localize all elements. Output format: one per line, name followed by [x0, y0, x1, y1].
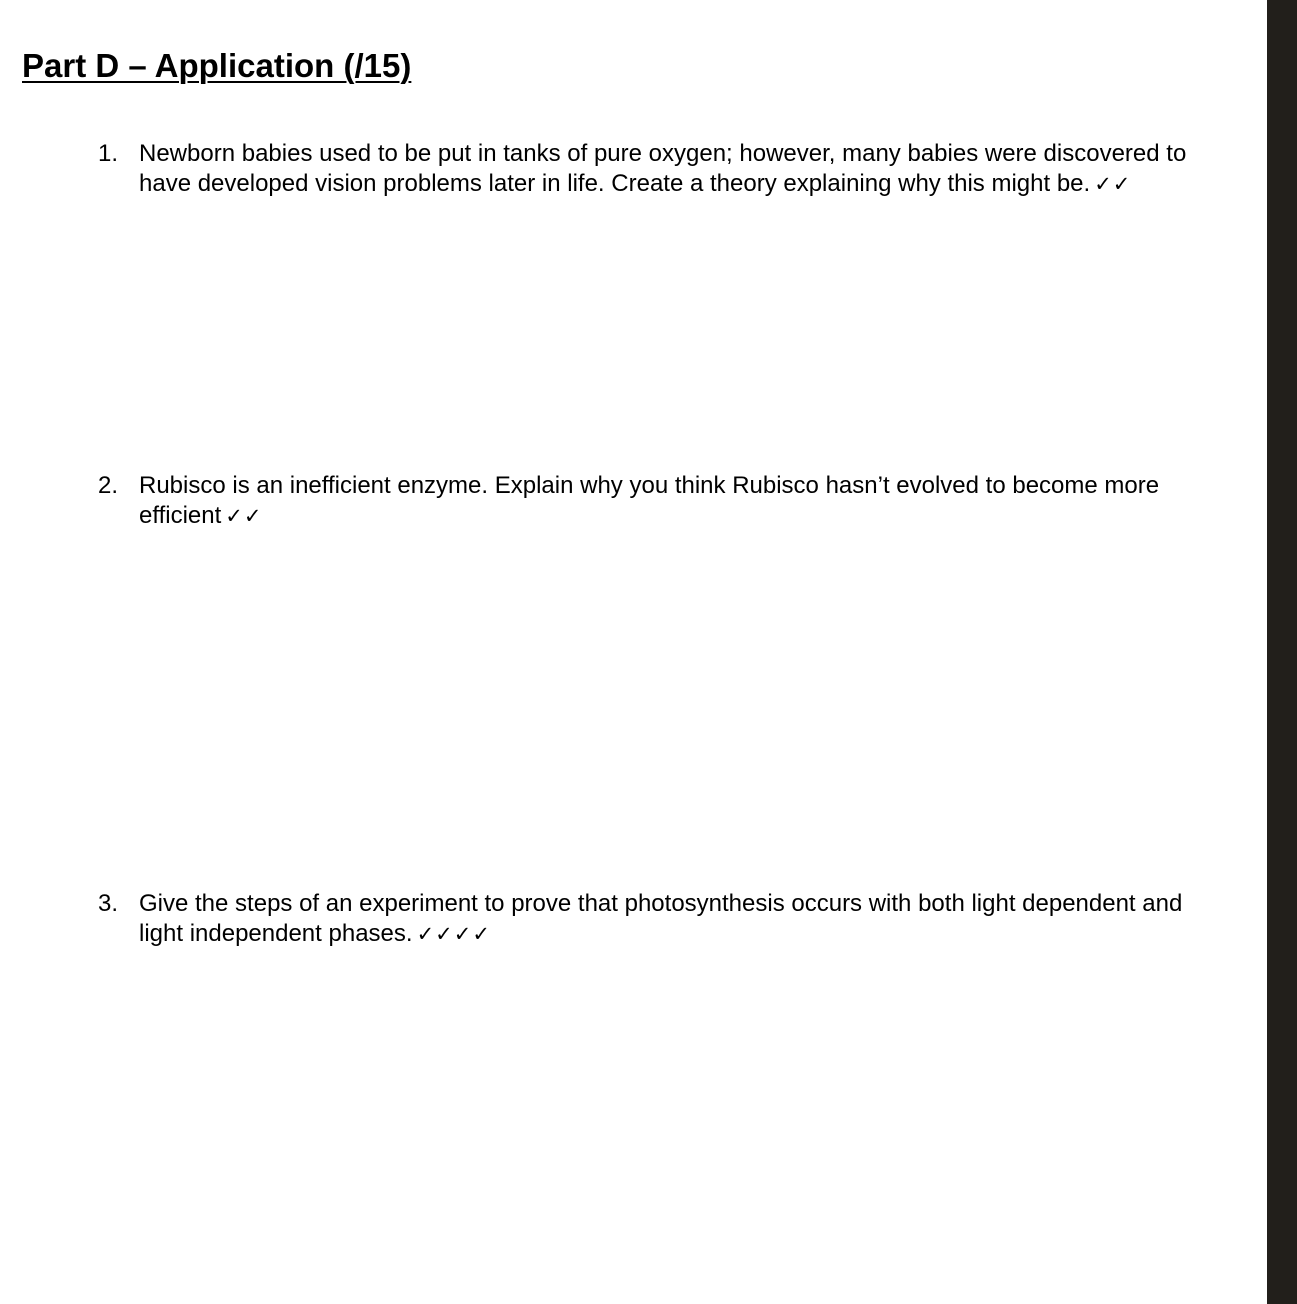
question-number: 1. — [98, 140, 119, 167]
question-prompt: Rubisco is an inefficient enzyme. Explain why you think Rubisco hasn’t evolved to become more efficient — [139, 472, 1160, 529]
marks-checks: ✓✓ — [225, 503, 263, 528]
question-text — [139, 889, 1198, 949]
question-prompt: Give the steps of an experiment to prove that photosynthesis occurs with both light dependent and light independent phases. — [139, 890, 1183, 947]
question-number: 2. — [98, 472, 119, 499]
marks-checks: ✓✓✓✓ — [416, 921, 491, 946]
marks-checks: ✓✓ — [1094, 171, 1132, 196]
question-text — [139, 471, 1198, 531]
question-text — [139, 139, 1198, 199]
right-edge-bar — [1267, 0, 1297, 1304]
question-number: 3. — [98, 890, 119, 917]
question-prompt: Newborn babies used to be put in tanks of pure oxygen; however, many babies were discovered to have developed vision problems later in life. Create a theory explaining why this might be. — [139, 140, 1187, 197]
question-3 — [98, 889, 1198, 949]
question-2 — [98, 471, 1198, 531]
section-title: Part D – Application (/15) — [22, 47, 412, 84]
question-1 — [98, 139, 1198, 199]
